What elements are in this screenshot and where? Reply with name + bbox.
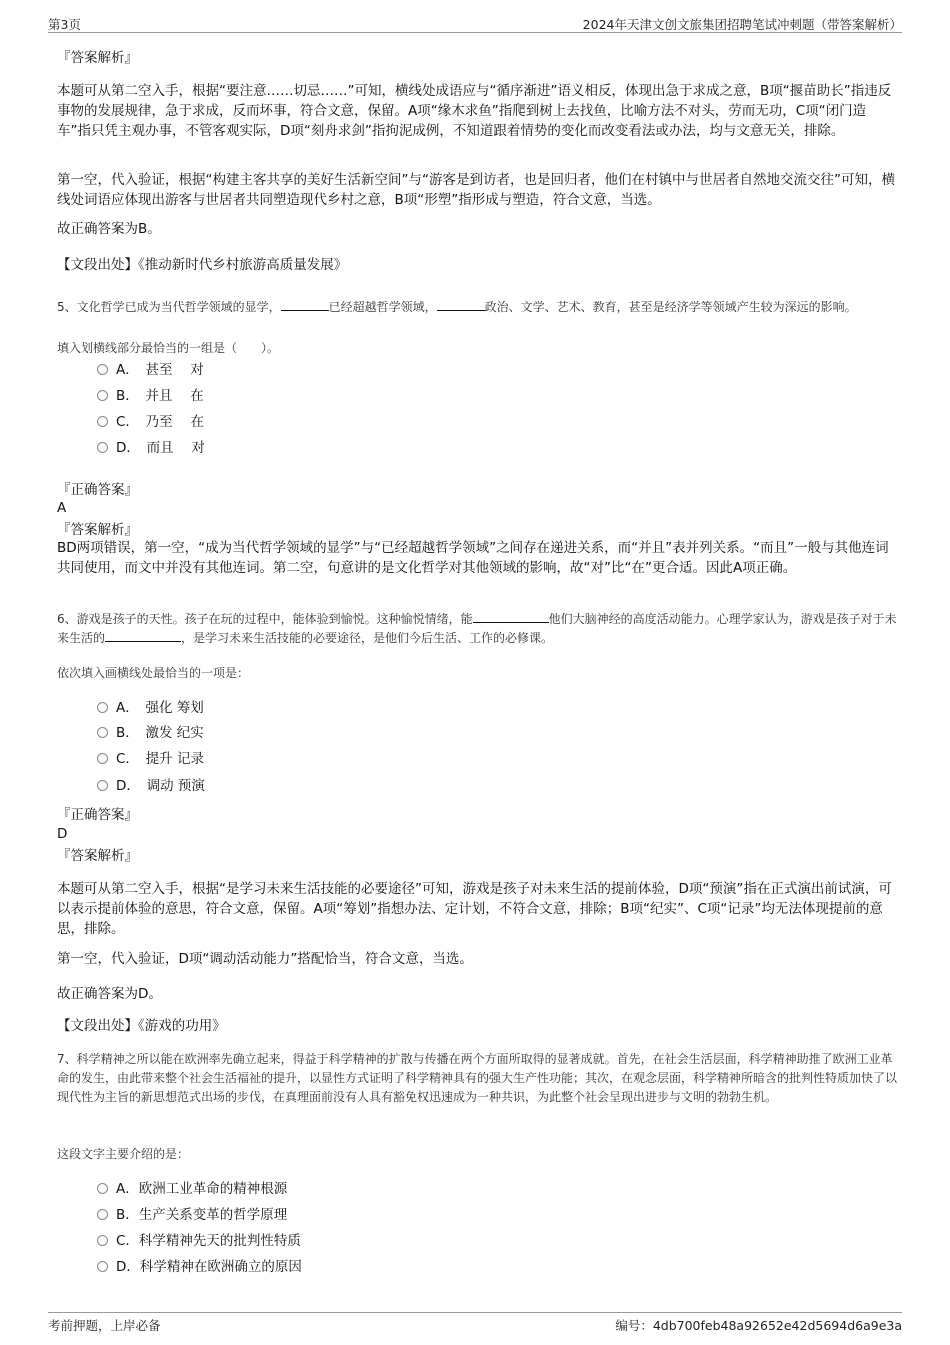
radio-icon[interactable] <box>97 702 108 713</box>
q7-prompt: 这段文字主要介绍的是： <box>57 1147 190 1161</box>
q6-prompt: 依次填入画横线处最恰当的一项是： <box>57 666 250 680</box>
q5-answer: A <box>57 500 67 516</box>
document-title: 2024年天津文创文旅集团招聘笔试冲刺题（带答案解析） <box>582 17 902 32</box>
q7-option-c[interactable]: C．科学精神先天的批判性特质 <box>97 1231 301 1251</box>
q5-analysis: BD两项错误，第一空，“成为当代哲学领域的显学”与“已经超越哲学领域”之间存在递进关系，而“并且”表并列关系。“而且”一般与其他连词共同使用，而文中并没有其他连词。第二空，句意讲的是文化哲学对其他领域的影响，故“对”比“在”更合适。因此A项正确。 <box>57 540 889 576</box>
page-number: 第3页 <box>48 17 81 32</box>
q5-answer-label: 『正确答案』 <box>57 482 138 498</box>
radio-icon[interactable] <box>97 390 108 401</box>
q6-analysis-label: 『答案解析』 <box>57 848 138 864</box>
q4-analysis-label: 『答案解析』 <box>57 50 138 66</box>
radio-icon[interactable] <box>97 1209 108 1220</box>
q5-stem: 5、文化哲学已成为当代哲学领域的显学， 已经超越哲学领域， 政治、文学、艺术、教育，甚至是经济学等领域产生较为深远的影响。 <box>57 300 857 314</box>
q5-option-d[interactable]: D． 而且 对 <box>97 438 205 458</box>
q7-option-d[interactable]: D．科学精神在欧洲确立的原因 <box>97 1257 302 1277</box>
radio-icon[interactable] <box>97 1235 108 1246</box>
q6-stem: 6、游戏是孩子的天性。孩子在玩的过程中，能体验到愉悦。这种愉悦情绪，能 他们大脑神经的高度活动能力。心理学家认为，游戏是孩子对于未来生活的 ，是学习未来生活技能的必要途径，是他们今后生活、工作的必修课。 <box>57 612 897 645</box>
blank-1 <box>281 299 329 311</box>
q6-answer-label: 『正确答案』 <box>57 807 138 823</box>
q6-option-d[interactable]: D． 调动 预演 <box>97 776 205 796</box>
q7-option-a[interactable]: A．欧洲工业革命的精神根源 <box>97 1179 287 1199</box>
q4-analysis-p1: 本题可从第二空入手，根据“要注意……切忌……”可知，横线处成语应与“循序渐进”语义相反，体现出急于求成之意，B项“揠苗助长”指违反事物的发展规律，急于求成，反而坏事，符合文意，保留。A项“缘木求鱼”指爬到树上去找鱼，比喻方法不对头，劳而无功，C项“闭门造车”指只凭主观办事，不管客观实际，D项“刻舟求剑”指拘泥成例，不知道跟着情势的变化而改变看法或办法，均与文意无关，排除。 <box>57 83 892 139</box>
q5-analysis-label: 『答案解析』 <box>57 522 138 538</box>
blank-2 <box>437 299 485 311</box>
q7-option-b[interactable]: B．生产关系变革的哲学原理 <box>97 1205 287 1225</box>
q4-analysis-p2: 第一空，代入验证，根据“构建主客共享的美好生活新空间”与“游客是到访者，也是回归者，他们在村镇中与世居者自然地交流交往”可知，横线处词语应体现出游客与世居者共同塑造现代乡村之意，B项“形塑”指形成与塑造，符合文意，当选。 <box>57 172 895 208</box>
q6-answer: D <box>57 826 68 842</box>
radio-icon[interactable] <box>97 442 108 453</box>
q7-stem: 7、科学精神之所以能在欧洲率先确立起来，得益于科学精神的扩散与传播在两个方面所取得的显著成就。首先，在社会生活层面，科学精神助推了欧洲工业革命的发生，由此带来整个社会生活福祉的提升，以显性方式证明了科学精神具有的强大生产性功能；其次，在观念层面，科学精神所暗含的批判性特质加快了以现代性为主旨的新思想范式出场的步伐，在真理面前没有人具有豁免权迅速成为一种共识，为此整个社会呈现出进步与文明的勃勃生机。 <box>57 1052 898 1104</box>
radio-icon[interactable] <box>97 1261 108 1272</box>
q6-option-a[interactable]: A． 强化 筹划 <box>97 698 204 718</box>
radio-icon[interactable] <box>97 727 108 738</box>
footer-slogan: 考前押题，上岸必备 <box>48 1318 161 1333</box>
radio-icon[interactable] <box>97 364 108 375</box>
radio-icon[interactable] <box>97 753 108 764</box>
q6-option-c[interactable]: C． 提升 记录 <box>97 749 204 769</box>
q6-analysis-p2: 第一空，代入验证，D项“调动活动能力”搭配恰当，符合文意，当选。 <box>57 951 473 967</box>
radio-icon[interactable] <box>97 1183 108 1194</box>
blank-2 <box>105 630 181 642</box>
q5-option-c[interactable]: C． 乃至 在 <box>97 412 204 432</box>
q5-option-b[interactable]: B． 并且 在 <box>97 386 204 406</box>
q6-conclusion: 故正确答案为D。 <box>57 986 162 1002</box>
radio-icon[interactable] <box>97 416 108 427</box>
page-header <box>48 12 902 33</box>
q5-prompt: 填入划横线部分最恰当的一组是（ ）。 <box>57 341 280 355</box>
q4-source: 【文段出处】《推动新时代乡村旅游高质量发展》 <box>57 257 348 273</box>
q5-option-a[interactable]: A． 甚至 对 <box>97 360 204 380</box>
q6-option-b[interactable]: B． 激发 纪实 <box>97 723 204 743</box>
q6-source: 【文段出处】《游戏的功用》 <box>57 1018 226 1034</box>
q6-analysis-p1: 本题可从第二空入手，根据“是学习未来生活技能的必要途径”可知，游戏是孩子对未来生活的提前体验，D项“预演”指在正式演出前试演，可以表示提前体验的意思，符合文意，保留。A项“筹划”指想办法、定计划，不符合文意，排除；B项“纪实”、C项“记录”均无法体现提前的意思，排除。 <box>57 881 892 937</box>
q4-conclusion: 故正确答案为B。 <box>57 221 161 237</box>
radio-icon[interactable] <box>97 780 108 791</box>
page-footer <box>48 1312 902 1333</box>
blank-1 <box>473 611 549 623</box>
document-id: 编号：4db700feb48a92652e42d5694d6a9e3a <box>615 1318 902 1333</box>
